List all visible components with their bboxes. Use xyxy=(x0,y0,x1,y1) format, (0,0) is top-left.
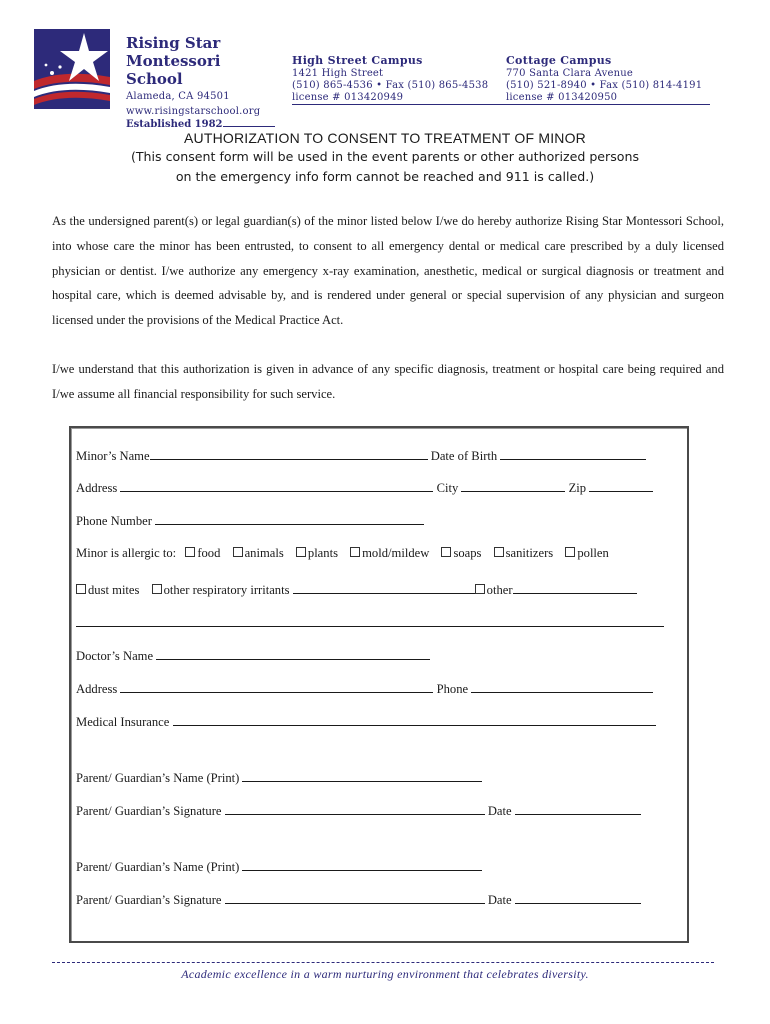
high-street-campus xyxy=(292,53,488,104)
checkbox[interactable] xyxy=(76,584,86,594)
checkbox[interactable] xyxy=(494,547,504,557)
guardian-name-label: Parent/ Guardian’s Name (Print) xyxy=(76,860,240,874)
checkbox[interactable] xyxy=(185,547,195,557)
date-label: Date xyxy=(487,893,512,907)
other-field[interactable] xyxy=(513,581,637,594)
zip-field[interactable] xyxy=(589,479,653,492)
respiratory-field[interactable] xyxy=(293,581,475,594)
phone-row xyxy=(76,512,424,529)
doctor-row xyxy=(76,647,430,664)
document-subtitle-line2: on the emergency info form cannot be reached and 911 is called.) xyxy=(175,169,595,184)
date-field[interactable] xyxy=(515,891,641,904)
guardian-name-label: Parent/ Guardian’s Name (Print) xyxy=(76,771,240,785)
allergy-option-mold[interactable]: mold/mildew xyxy=(350,546,429,560)
header-divider xyxy=(292,104,710,105)
financial-responsibility-paragraph: I/we understand that this authorization is given in advance of any specific diagnosis, treatment or hospital care being required and I/we assume all financial responsibility for such service. xyxy=(52,362,724,401)
guardian-name-field[interactable] xyxy=(242,858,482,871)
allergy-option-food[interactable]: food xyxy=(185,546,220,560)
allergy-extra-field[interactable] xyxy=(76,614,664,627)
school-established: Established 1982 xyxy=(126,118,276,131)
allergy-row-1 xyxy=(76,546,609,561)
checkbox[interactable] xyxy=(350,547,360,557)
school-logo xyxy=(34,29,110,109)
doctor-phone-label: Phone xyxy=(436,682,469,696)
checkbox[interactable] xyxy=(296,547,306,557)
school-city: Alameda, CA 94501 xyxy=(126,91,230,102)
allergy-option-soaps[interactable]: soaps xyxy=(441,546,481,560)
date-label: Date xyxy=(487,804,512,818)
date-field[interactable] xyxy=(515,802,641,815)
guardian-signature-label: Parent/ Guardian’s Signature xyxy=(76,893,222,907)
doctor-address-row xyxy=(76,680,653,697)
guardian-signature-field[interactable] xyxy=(225,891,485,904)
minor-row xyxy=(76,447,646,464)
allergy-option-sanitizers[interactable]: sanitizers xyxy=(494,546,554,560)
doctor-address-label: Address xyxy=(76,682,118,696)
allergy-option-pollen[interactable]: pollen xyxy=(565,546,608,560)
campus-license: license # 013420950 xyxy=(506,92,618,103)
address-field[interactable] xyxy=(120,479,433,492)
allergy-option-other[interactable]: other xyxy=(475,583,513,597)
doctor-phone-field[interactable] xyxy=(471,680,653,693)
dob-label: Date of Birth xyxy=(430,449,498,463)
campus-address: 770 Santa Clara Avenue xyxy=(506,68,633,79)
guardian-signature-field[interactable] xyxy=(225,802,485,815)
zip-label: Zip xyxy=(568,481,587,495)
campus-title: Cottage Campus xyxy=(506,54,612,67)
guardian1-signature-row xyxy=(76,802,641,819)
campus-license: license # 013420949 xyxy=(292,92,404,103)
minor-name-field[interactable] xyxy=(150,447,428,460)
allergic-label: Minor is allergic to: xyxy=(76,546,177,560)
campus-address: 1421 High Street xyxy=(292,68,384,79)
guardian-name-field[interactable] xyxy=(242,769,482,782)
guardian-signature-label: Parent/ Guardian’s Signature xyxy=(76,804,222,818)
document-subtitle-line1: (This consent form will be used in the event parents or other authorized persons xyxy=(130,149,640,164)
campus-phone: (510) 521-8940 • Fax (510) 814-4191 xyxy=(506,80,703,91)
allergy-extra-row xyxy=(76,614,664,631)
address-row xyxy=(76,479,653,496)
checkbox[interactable] xyxy=(152,584,162,594)
guardian1-name-row xyxy=(76,769,482,786)
insurance-row xyxy=(76,713,656,730)
allergy-option-respiratory[interactable]: other respiratory irritants xyxy=(152,583,290,597)
authorization-paragraph: As the undersigned parent(s) or legal guardian(s) of the minor listed below I/we do hereby authorize Rising Star Montessori School, into whose care the minor has been entrusted, to consent to all emergency dental or medical care prescribed by a duly licensed physician or dentist. I/we authorize any emergency x-ray examination, anesthetic, medical or surgical diagnosis or treatment and hospital care, which is deemed advisable by, and is rendered under general or special supervision of any physician and surgeon licensed under the provisions of the Medical Practice Act. xyxy=(52,214,724,328)
school-name-line2: Montessori School xyxy=(126,52,221,88)
guardian2-signature-row xyxy=(76,891,641,908)
doctor-name-label: Doctor’s Name xyxy=(76,649,154,663)
city-label: City xyxy=(436,481,459,495)
checkbox[interactable] xyxy=(565,547,575,557)
minor-name-label: Minor’s Name xyxy=(76,449,150,463)
document-title: AUTHORIZATION TO CONSENT TO TREATMENT OF MINOR xyxy=(183,130,586,146)
allergy-row-2 xyxy=(76,581,637,598)
doctor-name-field[interactable] xyxy=(156,647,430,660)
dob-field[interactable] xyxy=(500,447,646,460)
school-info xyxy=(126,34,276,131)
school-website[interactable]: www.risingstarschool.org xyxy=(126,106,261,117)
insurance-label: Medical Insurance xyxy=(76,715,170,729)
allergy-option-animals[interactable]: animals xyxy=(233,546,284,560)
guardian2-name-row xyxy=(76,858,482,875)
footer-divider xyxy=(52,962,714,963)
cottage-campus xyxy=(506,53,702,104)
phone-field[interactable] xyxy=(155,512,424,525)
doctor-address-field[interactable] xyxy=(120,680,433,693)
campus-phone: (510) 865-4536 • Fax (510) 865-4538 xyxy=(292,80,489,91)
footer-tagline: Academic excellence in a warm nurturing environment that celebrates diversity. xyxy=(181,967,589,981)
checkbox[interactable] xyxy=(233,547,243,557)
phone-label: Phone Number xyxy=(76,514,152,528)
campus-title: High Street Campus xyxy=(292,54,423,67)
address-label: Address xyxy=(76,481,118,495)
school-name-line1: Rising Star xyxy=(126,34,221,52)
allergy-option-dust-mites[interactable]: dust mites xyxy=(76,583,139,597)
allergy-option-plants[interactable]: plants xyxy=(296,546,338,560)
city-field[interactable] xyxy=(461,479,565,492)
checkbox[interactable] xyxy=(441,547,451,557)
checkbox[interactable] xyxy=(475,584,485,594)
insurance-field[interactable] xyxy=(173,713,656,726)
